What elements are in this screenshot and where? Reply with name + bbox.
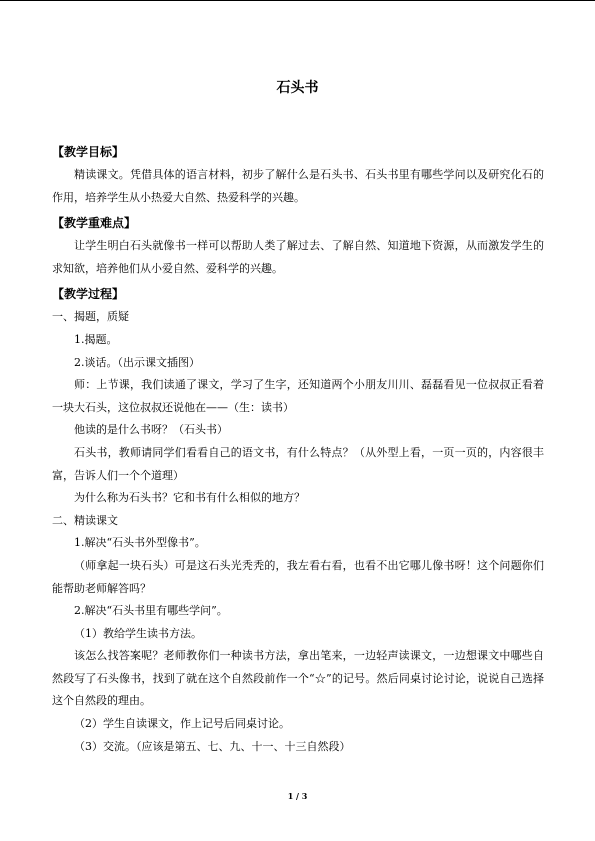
teaching-goals-text: 精读课文。凭借具体的语言材料，初步了解什么是石头书、石头书里有哪些学问以及研究化石的作用，培养学生从小热爱大自然、热爱科学的兴趣。 [52,168,544,204]
process-line: 2.解决“石头书里有哪些学问”。 [74,604,228,618]
document-body [52,144,544,758]
page-number: 1 / 3 [287,791,308,801]
key-points-text: 让学生明白石头就像书一样可以帮助人类了解过去、了解自然、知道地下资源，从而激发学生的求知欲，培养他们从小爱自然、爱科学的兴趣。 [52,239,544,275]
process-line: （2）学生自读课文，作上记号后同桌讨论。 [74,717,290,731]
heading-teaching-goals: 【教学目标】 [52,145,125,159]
process-line: 师：上节课，我们读通了课文，学习了生字，还知道两个小朋友川川、磊磊看见一位叔叔正看着一块大石头，这位叔叔还说他在——（生：读书） [52,378,544,414]
process-line: （师拿起一块石头）可是这石头光秃秃的，我左看右看，也看不出它哪儿像书呀！这个问题你们能帮助老师解答吗？ [52,558,544,595]
process-line: 为什么称为石头书？它和书有什么相似的地方？ [74,491,305,505]
process-line: （1）教给学生读书方法。 [74,626,202,640]
process-line: 1.解决“石头书外型像书”。 [74,536,206,550]
page-title: 石头书 [276,80,319,96]
heading-teaching-process: 【教学过程】 [52,287,125,302]
process-line: 该怎么找答案呢？老师教你们一种读书方法，拿出笔来，一边轻声读课文，一边想课文中哪些自然段写了石头像书，找到了就在这个自然段前作一个“☆”的记号。然后同桌讨论讨论，说说自己选择这个自然段的理由。 [52,649,544,708]
process-line: 2.谈话。（出示课文插图） [74,355,200,369]
process-line: 他读的是什么书呀？（石头书） [74,423,228,437]
heading-key-points: 【教学重难点】 [52,216,137,231]
section-heading-2: 二、精读课文 [52,513,118,527]
top-rule [0,0,595,1]
process-line: 石头书，教师请同学们看看自己的语文书，有什么特点？（从外型上看，一页一页的，内容很丰富，告诉人们一个个道理） [52,445,544,482]
section-heading-1: 一、揭题，质疑 [52,310,129,324]
process-line: 1.揭题。 [74,332,118,346]
process-line: （3）交流。（应该是第五、七、九、十一、十三自然段） [74,739,351,753]
